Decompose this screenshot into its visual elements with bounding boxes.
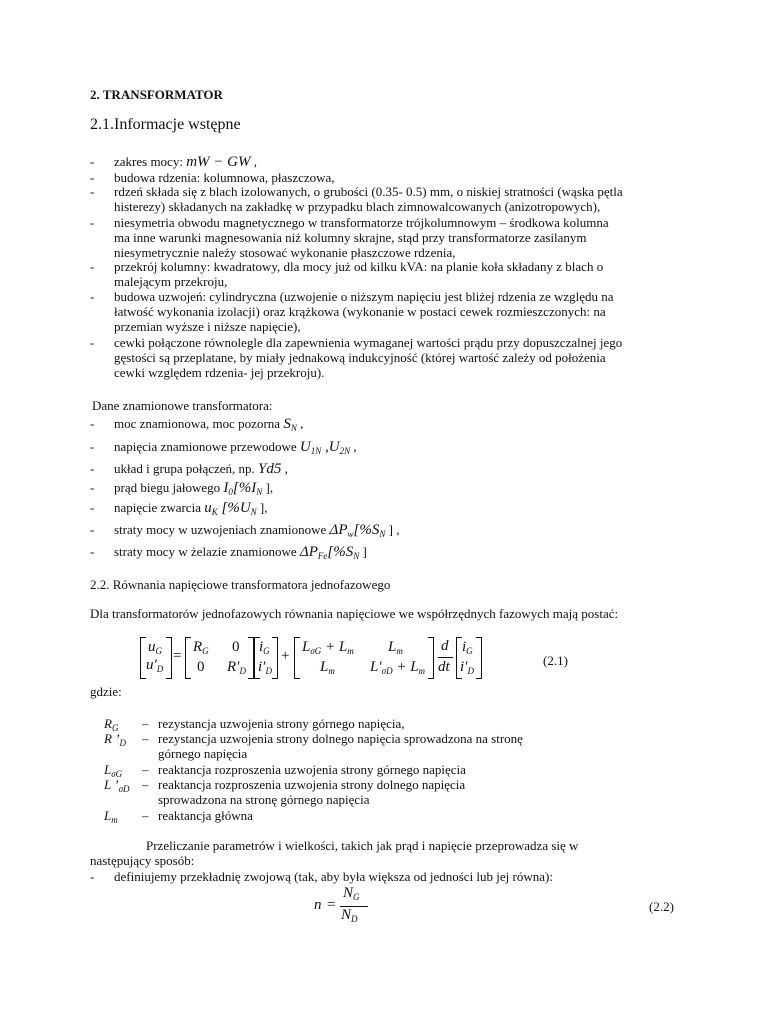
eq1-u-g: $u_G$	[148, 639, 162, 656]
nameplate-item: napięcie zwarcia $u_K$ [$\%U_N$ ],	[114, 500, 268, 517]
eq1-i-g: $i_G$	[259, 639, 270, 656]
bullet-text-line: przekrój kolumny: kwadratowy, dla mocy już od kilku kVA: na planie koła składany z blach o	[114, 259, 604, 274]
def-symbol: $L_m$	[104, 808, 118, 825]
def-symbol: $L_{\sigma G}$	[104, 762, 123, 779]
nameplate-intro: Dane znamionowe transformatora:	[92, 398, 273, 413]
section-title-2-2: 2.2. Równania napięciowe transformatora jednofazowego	[90, 577, 391, 592]
chapter-heading: 2. TRANSFORMATOR	[90, 87, 223, 102]
def-text-line: górnego napięcia	[158, 746, 248, 761]
bullet-text-line: niesymetria obwodu magnetycznego w transformatorze trójkolumnowym – środkowa kolumna	[114, 215, 609, 230]
bullet-text-line: rdzeń składa się z blach izolowanych, o grubości (0.35- 0.5) mm, o niskiej stratności (wąska pętla	[114, 184, 623, 199]
nameplate-dash: -	[90, 480, 95, 495]
def-dash: –	[142, 777, 149, 792]
nameplate-dash: -	[90, 522, 95, 537]
def-text-line: rezystancja uzwojenia strony dolnego napięcia sprowadzona na stronę	[158, 731, 523, 746]
nameplate-item: moc znamionowa, moc pozorna $S_N$ ,	[114, 416, 304, 433]
nameplate-dash: -	[90, 416, 95, 431]
eq1-i-d: $i'_D$	[258, 659, 272, 676]
section-title-2-1: 2.1.Informacje wstępne	[90, 116, 241, 133]
nameplate-item: straty mocy w uzwojeniach znamionowe $\Delta P_w[\%S_N$ ] ,	[114, 522, 400, 539]
eq2-den: $N_D$	[341, 907, 358, 924]
eq1-u-d: $u'_D$	[146, 657, 164, 674]
bullet-dash: -	[90, 289, 95, 304]
eq2-lhs: n	[314, 897, 322, 913]
bullet-text-line: cewki połączone równolegle dla zapewnienia wymaganej wartości prądu przy dopuszczalnej jego	[114, 335, 623, 350]
eq1-l11: $L_{\sigma G} + L_m$	[302, 639, 354, 656]
eq1-number: (2.1)	[543, 653, 568, 668]
bullet-dash: -	[90, 215, 95, 230]
bullet-text-line: budowa rdzenia: kolumnowa, płaszczowa,	[114, 170, 335, 185]
bullet3-dash: -	[90, 869, 95, 884]
nameplate-dash: -	[90, 439, 95, 454]
eq1-r11: $R_G$	[193, 639, 209, 656]
def-dash: –	[142, 762, 149, 777]
eq1-l12: $L_m$	[388, 639, 403, 656]
bullet-text-line: przemian wyższe i niższe napięcie),	[114, 319, 301, 334]
def-text-line: sprowadzona na stronę górnego napięcia	[158, 792, 370, 807]
bullet-text-line: zakres mocy: mW − GW ,	[114, 154, 257, 170]
bullet-text-line: łatwość wykonania izolacji) oraz krążkowa (wykonanie w postaci cewek rozmieszczonych: na	[114, 304, 606, 319]
bullet-text-line: ma inne warunki magnesowania niż kolumny skrajne, stąd przy transformatorze zasilanym	[114, 230, 587, 245]
bullet-text-line: cewki względem rdzenia- jej przekroju).	[114, 365, 325, 380]
eq2-number: (2.2)	[649, 899, 674, 914]
def-dash: –	[142, 731, 149, 746]
def-dash: –	[142, 808, 149, 823]
eq1-dt: dt	[438, 659, 450, 675]
bullet-text-line: budowa uzwojeń: cylindryczna (uzwojenie o niższym napięciu jest bliżej rdzenia ze względu na	[114, 289, 614, 304]
eq2-equals: =	[327, 897, 336, 913]
nameplate-dash: -	[90, 461, 95, 476]
bullet-text-line: niesymetrycznie należy stosować wykonanie płaszczowe rdzenia,	[114, 245, 456, 260]
bullet-dash: -	[90, 184, 95, 199]
bullet-text-line: malejącym przekroju,	[114, 274, 228, 289]
def-text-line: reaktancja rozproszenia uzwojenia strony górnego napięcia	[158, 762, 466, 777]
eq1-plus: +	[281, 648, 290, 664]
eq1-equals: =	[173, 648, 182, 664]
def-dash: –	[142, 716, 149, 731]
def-symbol: R $’_D$	[104, 731, 127, 748]
eq1-i2-g: $i_G$	[462, 639, 473, 656]
bullet-dash: -	[90, 154, 95, 169]
def-text-line: reaktancja główna	[158, 808, 253, 823]
para3-line2: następujący sposób:	[90, 853, 195, 868]
bullet-text-line: gęstości są przeplatane, by miały jednakową indukcyjność (której wartość zależy od położenia	[114, 350, 606, 365]
bullet3-text: definiujemy przekładnię zwojową (tak, aby była większa od jedności lub jej równa):	[114, 869, 553, 884]
bullet-dash: -	[90, 170, 95, 185]
para3-line1: Przeliczanie parametrów i wielkości, takich jak prąd i napięcie przeprowadza się w	[146, 838, 579, 853]
nameplate-dash: -	[90, 500, 95, 515]
eq1-l21: $L_m$	[320, 659, 335, 676]
def-text-line: rezystancja uzwojenia strony górnego napięcia,	[158, 716, 405, 731]
eq1-l22: $L'_{\sigma D} + L_m$	[370, 659, 426, 676]
intro-paragraph: Dla transformatorów jednofazowych równania napięciowe we współrzędnych fazowych mają postać:	[90, 606, 619, 621]
nameplate-item: układ i grupa połączeń, np. Yd5 ,	[114, 461, 288, 477]
def-text-line: reaktancja rozproszenia uzwojenia strony dolnego napięcia	[158, 777, 466, 792]
eq2-num: $N_G$	[343, 885, 360, 902]
bullet-dash: -	[90, 335, 95, 350]
nameplate-item: prąd biegu jałowego $I_0[\%I_N$ ],	[114, 480, 274, 497]
gdzie-label: gdzie:	[90, 684, 122, 699]
nameplate-item: napięcia znamionowe przewodowe $U_{1N}$ $,U_{2N}$ ,	[114, 439, 357, 456]
eq1-i2-d: $i'_D$	[460, 659, 474, 676]
bullet-dash: -	[90, 259, 95, 274]
eq1-r12: 0	[232, 639, 240, 655]
def-symbol: $R_G$	[104, 716, 119, 733]
eq1-r22: $R'_D$	[227, 659, 246, 676]
nameplate-item: straty mocy w żelazie znamionowe $\Delta P_{Fe}[\%S_N$ ]	[114, 544, 367, 561]
eq1-d: d	[441, 638, 449, 654]
nameplate-dash: -	[90, 544, 95, 559]
eq1-r21: 0	[197, 659, 205, 675]
def-symbol: L $’_{\sigma D}$	[104, 777, 130, 794]
bullet-text-line: histerezy) składanych na zakładkę w przypadku blach zimnowalcowanych (anizotropowych),	[114, 199, 601, 214]
